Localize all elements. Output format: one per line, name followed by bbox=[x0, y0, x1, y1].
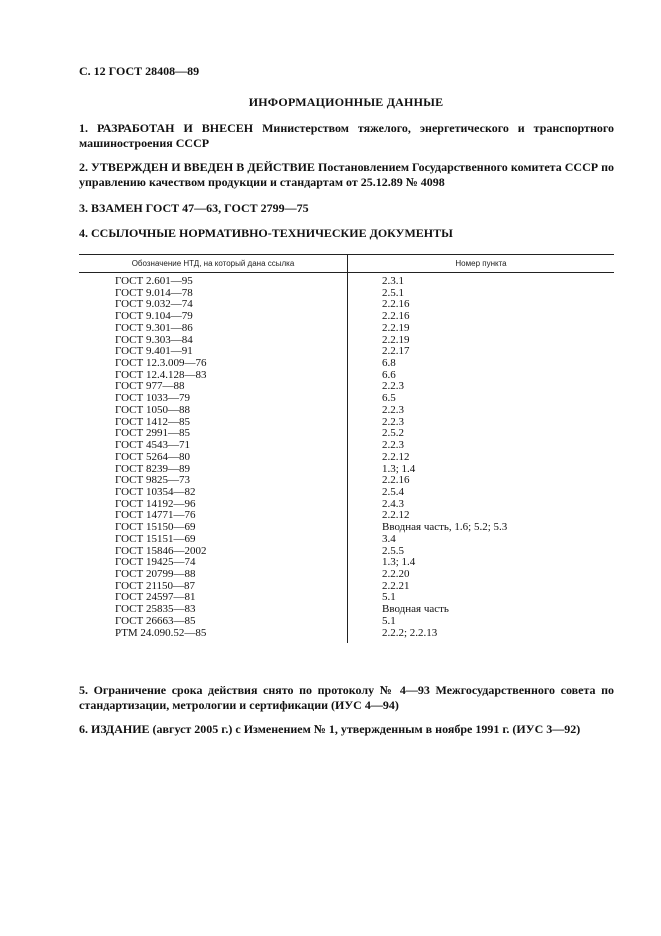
clause-number: 2.2.21 bbox=[382, 579, 410, 592]
column-header-clause: Номер пункта bbox=[455, 259, 507, 268]
document-designation: ГОСТ 12.4.128—83 bbox=[115, 368, 207, 381]
clause-number: 2.2.3 bbox=[382, 380, 404, 393]
item-lead: РАЗРАБОТАН И ВНЕСЕН bbox=[96, 121, 254, 135]
item-number: 5. bbox=[79, 683, 88, 697]
item-5 bbox=[79, 683, 614, 713]
item-2 bbox=[79, 160, 614, 190]
document-designation: ГОСТ 9.401—91 bbox=[115, 345, 193, 358]
clause-number: 2.5.1 bbox=[382, 286, 404, 299]
document-designation: ГОСТ 1050—88 bbox=[115, 403, 190, 416]
item-text: Министерством тяжелого, энергетического и транспортного машиностроения СССР bbox=[79, 121, 615, 150]
item-number: 2. bbox=[79, 160, 88, 174]
item-lead: УТВЕРЖДЕН И ВВЕДЕН В ДЕЙСТВИЕ bbox=[91, 160, 315, 174]
item-text: Ограничение срока действия снято по протоколу № 4—93 Межгосударственного совета по стандартизации, метрологии и сертификации (ИУС 4—94) bbox=[79, 683, 614, 712]
clause-number: 2.2.3 bbox=[382, 415, 404, 428]
item-1 bbox=[79, 121, 614, 151]
clause-number: 2.2.12 bbox=[382, 450, 410, 463]
clause-number: 2.5.2 bbox=[382, 427, 404, 440]
clause-number: 5.1 bbox=[382, 614, 396, 627]
reference-table bbox=[79, 254, 614, 639]
document-designation: ГОСТ 12.3.009—76 bbox=[115, 357, 207, 370]
clause-number: 2.2.2; 2.2.13 bbox=[382, 626, 438, 639]
document-designation: ГОСТ 15150—69 bbox=[115, 521, 196, 534]
clause-number: 2.2.3 bbox=[382, 439, 404, 452]
item-number: 1. bbox=[79, 121, 88, 135]
document-designation: ГОСТ 8239—89 bbox=[115, 462, 190, 475]
column-divider bbox=[347, 254, 348, 643]
document-designation: ГОСТ 25835—83 bbox=[115, 603, 196, 616]
clause-number: 2.2.20 bbox=[382, 567, 410, 580]
item-4 bbox=[79, 226, 614, 241]
clause-number: 6.5 bbox=[382, 392, 396, 405]
clause-number: 2.2.12 bbox=[382, 509, 410, 522]
section-title: ИНФОРМАЦИОННЫЕ ДАННЫЕ bbox=[248, 95, 444, 109]
clause-number: 2.2.16 bbox=[382, 298, 410, 311]
document-designation: ГОСТ 15846—2002 bbox=[115, 544, 207, 557]
item-6 bbox=[79, 722, 614, 737]
document-designation: ГОСТ 10354—82 bbox=[115, 485, 196, 498]
document-designation: ГОСТ 26663—85 bbox=[115, 614, 196, 627]
clause-number: 2.2.19 bbox=[382, 321, 410, 334]
clause-number: 2.5.5 bbox=[382, 544, 404, 557]
document-designation: ГОСТ 2991—85 bbox=[115, 427, 190, 440]
document-designation: ГОСТ 15151—69 bbox=[115, 532, 196, 545]
document-designation: ГОСТ 4543—71 bbox=[115, 439, 190, 452]
clause-number: 2.2.17 bbox=[382, 345, 410, 358]
document-designation: ГОСТ 977—88 bbox=[115, 380, 185, 393]
document-designation: ГОСТ 14771—76 bbox=[115, 509, 196, 522]
clause-number: 1.3; 1.4 bbox=[382, 556, 416, 569]
column-header-document: Обозначение НТД, на который дана ссылка bbox=[131, 259, 295, 268]
document-designation: ГОСТ 9.104—79 bbox=[115, 310, 193, 323]
clause-number: 1.3; 1.4 bbox=[382, 462, 416, 475]
clause-number: Вводная часть, 1.6; 5.2; 5.3 bbox=[382, 521, 508, 534]
item-lead: ВЗАМЕН ГОСТ 47—63, ГОСТ 2799—75 bbox=[91, 201, 309, 215]
document-designation: ГОСТ 9.301—86 bbox=[115, 321, 193, 334]
item-number: 4. bbox=[79, 226, 88, 240]
document-designation: ГОСТ 1033—79 bbox=[115, 392, 190, 405]
clause-number: 2.2.16 bbox=[382, 474, 410, 487]
clause-number: 2.2.16 bbox=[382, 310, 410, 323]
clause-number: 5.1 bbox=[382, 591, 396, 604]
item-text: Постановлением Государственного комитета СССР по управлению качеством продукции и стандартам от 25.12.89 № 4098 bbox=[79, 160, 615, 189]
document-designation: ГОСТ 9825—73 bbox=[115, 474, 190, 487]
clause-number: 2.5.4 bbox=[382, 485, 404, 498]
document-designation: ГОСТ 9.303—84 bbox=[115, 333, 193, 346]
document-designation: ГОСТ 21150—87 bbox=[115, 579, 196, 592]
item-text: ИЗДАНИЕ (август 2005 г.) с Изменением № 1, утвержденным в ноябре 1991 г. (ИУС 3—92) bbox=[91, 722, 581, 736]
clause-number: 6.8 bbox=[382, 357, 396, 370]
clause-number: 2.4.3 bbox=[382, 497, 404, 510]
clause-number: 3.4 bbox=[382, 532, 396, 545]
document-designation: ГОСТ 1412—85 bbox=[115, 415, 190, 428]
clause-number: Вводная часть bbox=[382, 603, 449, 616]
document-designation: ГОСТ 14192—96 bbox=[115, 497, 196, 510]
document-designation: ГОСТ 5264—80 bbox=[115, 450, 190, 463]
item-number: 6. bbox=[79, 722, 88, 736]
document-designation: ГОСТ 19425—74 bbox=[115, 556, 196, 569]
document-designation: ГОСТ 9.032—74 bbox=[115, 298, 193, 311]
document-designation: ГОСТ 20799—88 bbox=[115, 567, 196, 580]
document-designation: ГОСТ 9.014—78 bbox=[115, 286, 193, 299]
document-designation: ГОСТ 24597—81 bbox=[115, 591, 196, 604]
clause-number: 2.3.1 bbox=[382, 275, 404, 287]
item-lead: ССЫЛОЧНЫЕ НОРМАТИВНО-ТЕХНИЧЕСКИЕ ДОКУМЕНТЫ bbox=[91, 226, 453, 240]
clause-number: 2.2.3 bbox=[382, 403, 404, 416]
item-number: 3. bbox=[79, 201, 88, 215]
clause-number: 2.2.19 bbox=[382, 333, 410, 346]
document-designation: РТМ 24.090.52—85 bbox=[115, 626, 207, 639]
item-3 bbox=[79, 201, 614, 216]
clause-number: 6.6 bbox=[382, 368, 396, 381]
document-designation: ГОСТ 2.601—95 bbox=[115, 275, 193, 287]
page-header: С. 12 ГОСТ 28408—89 bbox=[79, 64, 200, 78]
